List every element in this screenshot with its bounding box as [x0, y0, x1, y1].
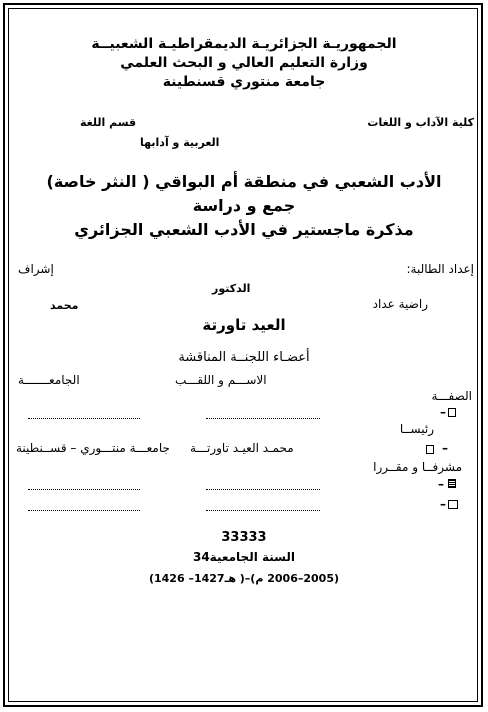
- committee-heading: أعضـاء اللجنــة المناقشة: [178, 350, 310, 365]
- row4-university-blank: [28, 510, 140, 511]
- department-name: قسم اللغة: [80, 116, 137, 129]
- row1-university-blank: [28, 418, 140, 419]
- ministry-name: وزارة التعليم العالي و البحث العلمي: [120, 55, 368, 71]
- thesis-degree: مذكرة ماجستير في الأدب الشعبي الجزائري: [74, 220, 414, 239]
- row1-marker-icon: [448, 408, 456, 417]
- academic-year-range: (1426 –1427هـ )–(2005–2006 م): [148, 572, 340, 585]
- row4-marker-icon: [448, 500, 458, 509]
- row1-dash: –: [440, 405, 446, 419]
- supervisor-name: العيد تاورتة: [202, 316, 286, 334]
- academic-year-label: السنة الجامعية34: [192, 550, 296, 564]
- column-university-header: الجامعـــــــة: [18, 373, 80, 387]
- member-university: جامعـــة منتـــوري – قســنطينة: [16, 441, 170, 455]
- row2-dash: –: [442, 441, 448, 455]
- student-label: إعداد الطالبة:: [406, 262, 474, 276]
- supervisor-given-name: محمد: [50, 299, 79, 312]
- student-name: راضية عداد: [372, 297, 428, 311]
- document-number: 33333: [221, 530, 267, 545]
- college-name: كلية الآداب و اللغات: [367, 116, 474, 129]
- republic-name: الجمهوريـة الجزائريـة الديمقراطيـة الشعبيــة: [91, 36, 397, 52]
- thesis-title: الأدب الشعبي في منطقة أم البواقي ( النثر خاصة): [46, 172, 442, 191]
- row2-marker-icon: [426, 445, 434, 454]
- university-name: جامعة منتوري قسنطينة: [162, 74, 326, 90]
- row4-dash: –: [440, 497, 446, 511]
- member-name: محمـد العيـد تاورتـــة: [190, 441, 294, 455]
- supervisor-role: مشرفــا و مقــررا: [373, 460, 462, 474]
- row3-university-blank: [28, 489, 140, 490]
- supervisor-label: إشراف: [18, 262, 54, 276]
- row4-name-blank: [206, 510, 320, 511]
- chair-role: رئيســا: [399, 422, 434, 436]
- column-role-header: الصفـــة: [431, 389, 472, 403]
- thesis-subtitle: جمع و دراسة: [192, 196, 296, 215]
- doctor-label: الدكتور: [212, 282, 251, 295]
- column-name-header: الاســـم و اللقـــب: [175, 373, 267, 387]
- row3-dash: –: [438, 477, 444, 491]
- row3-marker-icon: [448, 479, 456, 488]
- row3-name-blank: [206, 489, 320, 490]
- department-name-cont: العربية و آدابها: [140, 136, 220, 149]
- row1-name-blank: [206, 418, 320, 419]
